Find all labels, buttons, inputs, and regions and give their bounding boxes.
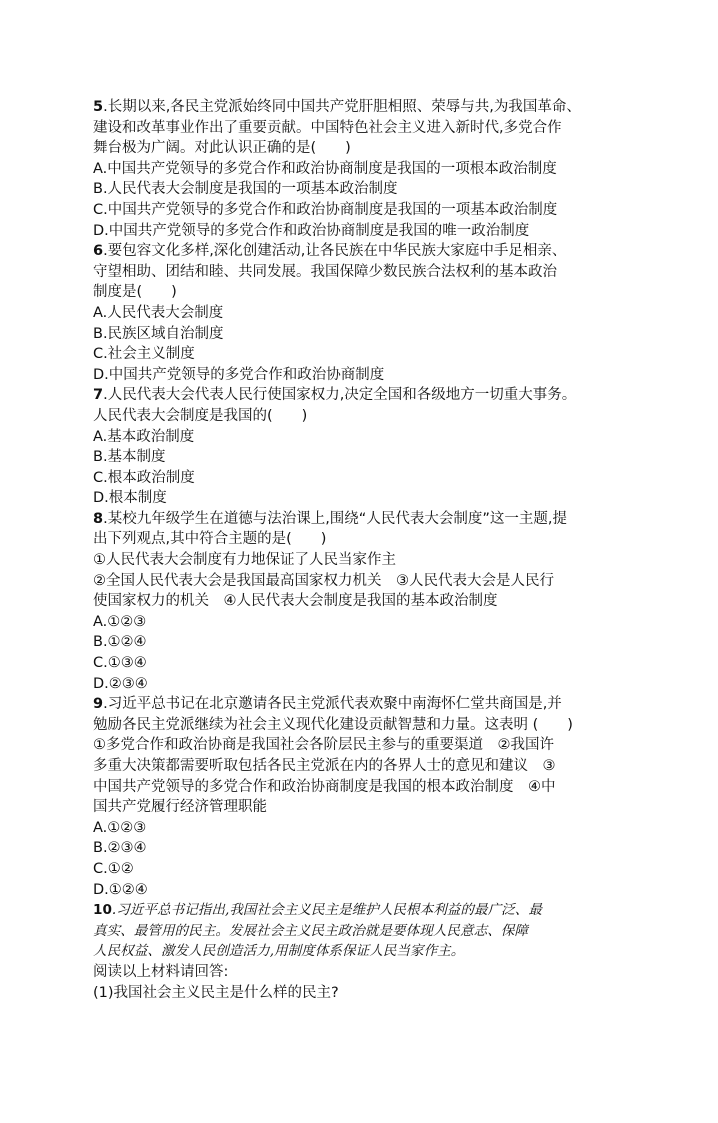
option-b: B.基本制度 (93, 449, 166, 466)
option-b: B.①②④ (93, 634, 147, 651)
question-10 (93, 900, 683, 1003)
option-c: C.①② (93, 860, 134, 877)
question-stem-line: 使国家权力的机关 ④人民代表大会制度是我国的基本政治制度 (93, 593, 498, 610)
option-a: A.①②③ (93, 819, 147, 836)
question-stem-line: 舞台极为广阔。对此认识正确的是( ) (93, 140, 351, 157)
option-b: B.民族区域自治制度 (93, 325, 224, 342)
question-stem-line: 建设和改革事业作出了重要贡献。中国特色社会主义进入新时代,多党合作 (93, 119, 562, 136)
option-d: D.中国共产党领导的多党合作和政治协商制度 (93, 366, 385, 383)
question-stem-line: 8.某校九年级学生在道德与法治课上,围绕“人民代表大会制度”这一主题,提 (93, 510, 567, 527)
question-7 (93, 385, 683, 509)
question-9 (93, 694, 683, 900)
question-stem-line: 9.习近平总书记在北京邀请各民主党派代表欢聚中南海怀仁堂共商国是,并 (93, 696, 562, 713)
material-line: 真实、最管用的民主。发展社会主义民主政治就是要体现人民意志、保障 (93, 922, 528, 939)
sub-question-1: (1)我国社会主义民主是什么样的民主? (93, 984, 339, 1001)
option-c: C.①③④ (93, 655, 147, 672)
material-line: 10.习近平总书记指出,我国社会主义民主是维护人民根本利益的最广泛、最 (93, 902, 542, 919)
material-line: 人民权益、激发人民创造活力,用制度体系保证人民当家作主。 (93, 943, 465, 960)
option-c: C.社会主义制度 (93, 346, 195, 363)
option-b: B.②③④ (93, 840, 147, 857)
option-a: A.中国共产党领导的多党合作和政治协商制度是我国的一项根本政治制度 (93, 160, 557, 177)
question-stem-line: 7.人民代表大会代表人民行使国家权力,决定全国和各级地方一切重大事务。 (93, 387, 577, 404)
question-stem-line: 国共产党履行经济管理职能 (93, 799, 267, 816)
option-b: B.人民代表大会制度是我国的一项基本政治制度 (93, 181, 398, 198)
question-stem-line: 制度是( ) (93, 284, 177, 301)
question-stem-line: 多重大决策都需要听取包括各民主党派在内的各界人士的意见和建议 ③ (93, 758, 556, 774)
option-d: D.中国共产党领导的多党合作和政治协商制度是我国的唯一政治制度 (93, 222, 530, 239)
question-stem-line: 6.要包容文化多样,深化创建活动,让各民族在中华民族大家庭中手足相亲、 (93, 243, 567, 260)
option-c: C.中国共产党领导的多党合作和政治协商制度是我国的一项基本政治制度 (93, 201, 558, 218)
option-d: D.②③④ (93, 675, 148, 692)
option-c: C.根本政治制度 (93, 469, 195, 486)
question-6 (93, 241, 683, 385)
question-stem-line: 出下列观点,其中符合主题的是( ) (93, 531, 327, 548)
option-a: A.人民代表大会制度 (93, 304, 224, 321)
question-stem-line: ①人民代表大会制度有力地保证了人民当家作主 (93, 552, 396, 569)
question-stem-line: 中国共产党领导的多党合作和政治协商制度是我国的根本政治制度 ④中 (93, 778, 556, 795)
question-stem-line: ①多党合作和政治协商是我国社会各阶层民主参与的重要渠道 ②我国许 (93, 737, 554, 754)
option-a: A.①②③ (93, 613, 147, 630)
question-stem-line: ②全国人民代表大会是我国最高国家权力机关 ③人民代表大会是人民行 (93, 572, 554, 589)
question-number: 10 (93, 902, 112, 919)
question-stem-line: 人民代表大会制度是我国的( ) (93, 407, 308, 424)
option-d: D.①②④ (93, 881, 148, 898)
question-stem-line: 守望相助、团结和睦、共同发展。我国保障少数民族合法权利的基本政治 (93, 263, 557, 280)
question-8 (93, 509, 683, 694)
reading-instruction: 阅读以上材料请回答: (93, 963, 229, 980)
question-5 (93, 97, 683, 241)
option-d: D.根本制度 (93, 490, 167, 507)
question-stem-line: 5.长期以来,各民主党派始终同中国共产党肝胆相照、荣辱与共,为我国革命、 (93, 99, 581, 115)
question-number: 9 (93, 696, 104, 713)
question-list (93, 97, 683, 1003)
question-number: 5 (93, 99, 104, 115)
option-a: A.基本政治制度 (93, 428, 195, 445)
question-number: 8 (93, 510, 104, 527)
question-number: 6 (93, 243, 104, 260)
question-stem-line: 勉励各民主党派继续为社会主义现代化建设贡献智慧和力量。这表明 ( ) (93, 716, 573, 733)
question-number: 7 (93, 387, 104, 404)
